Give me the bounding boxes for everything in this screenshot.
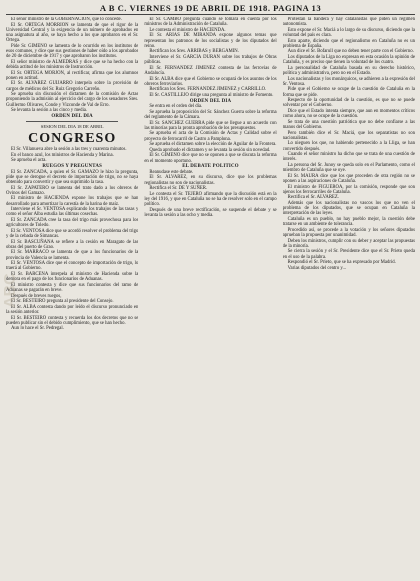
paragraph: El Sr. VENTOSA dice que se acordó resolver el problema del trigo y de la cebada de Simancas. [6, 228, 139, 239]
paragraph: El Sr. ARIAS DE MIRANDA expone algunos temas que representan los patronos de los socialistas y de los diputados del reino. [144, 33, 277, 49]
paragraph: El Sr. MAURA dice que los que proceden de otra región no se oponen a las aspiraciones de Cataluña. [282, 173, 415, 184]
paragraph: Rectifica el Sr. DE Y SUÑER. [149, 186, 208, 192]
paragraph: La personalidad de Cataluña basada en su derecho histórico, política y administrativa, pero no en el Estado. [282, 65, 415, 76]
paragraph: El señor ministro de la GOBERNACION, que lo concede. [11, 17, 122, 22]
paragraph: El Sr. Villanueva abre la sesión a las tres y cuarenta minutos. [11, 147, 127, 153]
paragraph: La persona del Sr. Junoy se queda solo en el Parlamento, como el miembro de Cataluña que se oye. [282, 162, 415, 174]
columns [6, 17, 415, 581]
col1-top-paras [6, 17, 138, 113]
paragraph: El Sr. ALVAREZ, en su discurso, dice que los problemas regionalistas no son de nacionalistas. [144, 175, 277, 186]
session-note: SESION DEL DIA 18 DE ABRIL [40, 123, 104, 129]
col1-bottom-paras [6, 170, 138, 332]
paragraph: Interviene el Sr. GARCIA DURAN sobre los trabajos de Obras públicas. [144, 54, 277, 66]
paragraph: Se aprueba la proposición del Sr. Sánchez Guerra sobre la reforma del reglamento de la Cámara. [144, 109, 277, 120]
paragraph: El Sr. CAMBO pregunta cuándo se tomará en cuenta por los ministros de la Administración de Cataluña. [144, 17, 277, 28]
paragraph: Protestan la bandera y hay catalanistas que piden un régimen autonomista. [282, 17, 415, 28]
paragraph: El Sr. ORTEGA MORRION se lamenta de que el rigor de la Universidad Central y la exigencia de un número de aprobados en una asignatura al año, se haya hecho a los que aprobaron en el Sr. Ortega. [6, 22, 139, 44]
paragraph: Los nacionalistas y los monárquicos, se adhieren a la expresión del Sr. Ventosa. [282, 76, 415, 87]
paragraph: Pide Sr. GIMENO se lamenta de lo ocurrido en los institutos de esos comunes, y dice que sus gestiones de haber oído a los aprobados de 20 de diciembre de 1917 y que aprobaron los institutos. [6, 43, 139, 60]
paragraph: Esto aparte, diciendo que el regionalismo en Cataluña no es un problema de España. [282, 38, 415, 49]
paragraph: El Sr. CASTILLEJO dirige una pregunta al ministro de Fomento. [149, 92, 274, 98]
paragraph: Procedido así, se procede a la votación y los señores diputados aprueban la propuesta por unanimidad. [282, 227, 415, 238]
section-heading-orden: ORDEN DEL DIA [51, 113, 93, 119]
congreso-heading: CONGRESO [28, 131, 117, 147]
col2-bottom-paras [144, 170, 276, 218]
col1-mid-paras [6, 147, 138, 163]
paragraph: El Sr. GIMENO dice que no se oponen a que se discuta la reforma en el momento oportuno. [144, 153, 277, 164]
paragraph: Reanudase este debate. [149, 169, 194, 175]
paragraph: Interviene el Sr. VENTOSA explicando los trabajos de las tasas y como el señor Alba estudia las últimas cosechas. [6, 207, 139, 218]
paragraph: Rectifican los Sres. ARRIBAS y BERGAMIN. [149, 49, 239, 55]
section-heading-orden-2: ORDEN DEL DIA [189, 98, 232, 104]
section-heading-debate: EL DEBATE POLITICO [182, 164, 239, 170]
paragraph: Le contesta el ministro de HACIENDA. [149, 27, 226, 33]
paragraph: El Sr. ZANCADA cree la tasa del trigo más provechosa para los agricultores de Toledo. [6, 217, 139, 229]
paragraph: El Sr. BESTEIRO contesta y recuerda los dos decretos que no se pueden publicar sin el debido cumplimiento, que se han hecho. [6, 315, 139, 326]
paragraph: Se aprueba sin discusión el dictamen de la comisión de Actas proponiendo la admisión al ejercicio del cargo de los senadores Sres. Guillermo Olivares, Conde y Vizconde de Val de Erro. [6, 92, 139, 108]
paragraph: Se trata de una cuestión patriótica que no debe confiarse a las manos del Gobierno. [282, 119, 415, 130]
paragraph: El Sr. MARRACO se lamenta de que a los funcionarios de la provincia de Valencia se lamenta. [6, 250, 139, 261]
paragraph: El Sr. FERNANDEZ JIMENEZ contesta de las ferrovias de Andalucía. [144, 65, 277, 76]
col2-mid-paras [144, 104, 276, 164]
paragraph: El Sr. BARCENA interpela al ministro de Hacienda sobre la demora en el pago de los funcionarios de Aduanas. [6, 271, 139, 283]
paragraph: Respondió el Sr. Prieto, que se ha expresado por Madrid. [287, 260, 396, 266]
paragraph: El Sr. ORTEGA MORJON, al rectificar, afirma que los alumnos ponen en actitud. [6, 70, 139, 81]
paragraph: Cataluña es un pueblo, no hay pueblo mejor, la cuestión debe tratarse en un ambiente de tolerancia. [282, 216, 415, 228]
paragraph: El ministro de FIGUEROA, por la comisión, responde que son ajenos los ferrocarriles de Cataluña. [282, 184, 415, 195]
column-3 [283, 17, 415, 581]
paragraph: Se levanta la sesión a las cinco y media. [11, 108, 88, 114]
paragraph: El Sr. ZAPATERO se lamenta del trato dado a los obreros de Ovinos del Gamazo. [6, 185, 139, 196]
paragraph: Se aprueba el dictamen sobre la elección de Aguilar de la Frontera. [149, 142, 277, 148]
col2-top-paras [144, 17, 276, 98]
paragraph: Después de una breve rectificación, se suspende el debate y se levanta la sesión a las ocho y media. [144, 207, 277, 218]
paragraph: El Sr. SANCHEZ GUERRA pide que se llegue a un acuerdo con las minorías para la pronta aprobación de los presupuestos. [144, 120, 277, 131]
paragraph: Los diputados de la Liga no expresan en esta ocasión la opinión de Cataluña, y es preciso que tienen la voluntad de los cuatro. [282, 54, 415, 66]
paragraph: Además que los nacionalistas no vascos los que no ven el problema de los diputados, que se ocupan en Cataluña la interpretación de las leyes. [282, 200, 415, 217]
paragraph: Varias diputados del centro y... [287, 265, 347, 271]
paragraph: Queda aprobado el dictamen y se levanta la sesión sin novedad. [149, 147, 271, 153]
paragraph: Lo nieguen los que, no habiendo pertenecido a la Lliga, se han convertido después. [282, 141, 415, 152]
paragraph: Dice que el Estado intenta siempre, que aun en momentos críticos como ahora, no se ocupe de la cuestión. [282, 108, 415, 120]
paragraph: Se aprueba el acta. [11, 158, 47, 164]
paragraph: Después de breves ruegos, [11, 293, 62, 299]
paragraph: Se aprueba el acta de la Comisión de Actas y Calidad sobre el proyecto de ferrocarril de Castro a Pamplona. [144, 131, 277, 142]
paragraph: Rectifica el Sr. ALVAREZ. [287, 195, 339, 201]
column-1 [6, 17, 138, 581]
abc-watermark: ABC [2, 273, 19, 308]
paragraph: El Sr. ALBA contesta dando por leído el discurso pronunciado en la sesión anterior. [6, 304, 139, 315]
paragraph: El Sr. ALBA dice que el Gobierno se ocupará de los asuntos de los obreros ferroviarios. [144, 76, 277, 87]
paragraph: Le contesta el Sr. TEJERO afirmando que la discusión está en la ley del 1916, y que en Cataluña no se ha de resolver solo en el campo político. [144, 191, 277, 208]
col3-paras [283, 17, 415, 271]
paragraph: Pero también dice el Sr. Maciá, que los separatistas no son nacionalistas. [282, 130, 415, 141]
paragraph: El Sr. BASCUÑANA se refiere a la cesión en Maragato de las obras del puerto de Grao. [6, 239, 139, 250]
paragraph: El Sr. ZANCADA, a quien el Sr. GAMAZO le hizo la pregunta, pide que se derogue el decreto de importación de trigo, no se haya obtenido para convertir y que sea suprimido la tasa. [6, 169, 139, 185]
section-heading-ruegos: RUEGOS Y PREGUNTAS [42, 163, 102, 169]
paragraph: El Sr. VENTOSA dice que el concepto de importación de trigo, lo traerá al Gobierno. [6, 261, 139, 272]
paragraph: Cuando el señor ministro ha dicho que se trata de una cuestión de interés. [282, 152, 415, 163]
paragraph: Esto expone el Sr. Maciá a lo largo de su discurso, diciendo que la voluntad del país es clara. [282, 27, 415, 38]
paragraph: El Sr. ALVAREZ GUIJARRO interpela sobre la provisión de cargos de médicos del Sr. Ruiz Gregorio Carreño. [6, 81, 139, 92]
paragraph: Aun lo hace el Sr. Pedregal. [11, 326, 64, 332]
paragraph: Deben los ministros, cumplir con su deber y aceptar las propuestas de la minoría. [282, 238, 415, 249]
paragraph: El señor ministro de ALMEDRAS y dice que se ha hecho con la debida actitud de los ministros de Instrucción. [6, 59, 139, 70]
paragraph: Aun dice el Sr. Bofarull que no deben tener parte con el Gobierno. [287, 49, 414, 55]
column-2 [144, 17, 276, 581]
paragraph: Respecto de la oportunidad de la cuestión, es que no se puede solventar por el Gobierno. [282, 98, 415, 109]
paragraph: Se cierra la sesión y el Sr. Presidente dice que el Sr. Prieto queda en el uso de la palabra. [282, 249, 415, 260]
divider [26, 121, 118, 122]
paragraph: El ministro de HACIENDA expone los trabajos que se han desarrollado para amortizar la carestía de la harina de maíz. [6, 196, 139, 207]
paragraph: Rectifican los Sres. FERNANDEZ JIMENEZ y CARRILLO. [149, 87, 267, 93]
paragraph: Se entra en el orden del día. [149, 104, 203, 110]
paragraph: En el banco azul, los ministros de Hacienda y Marina. [11, 152, 114, 158]
page-header: A B C. VIERNES 19 DE ABRIL DE 1918. PAGINA 13 [6, 2, 415, 15]
paragraph: El ministro contesta y dice que sus funcionarios del ramo de Aduanas se pagarán en breve. [6, 282, 139, 293]
paragraph: El Sr. BESTEIRO pregunta al presidente del Consejo. [11, 299, 114, 305]
paragraph: Pide que el Gobierno se ocupe de la cuestión de Cataluña en la forma que se pide. [282, 87, 415, 98]
